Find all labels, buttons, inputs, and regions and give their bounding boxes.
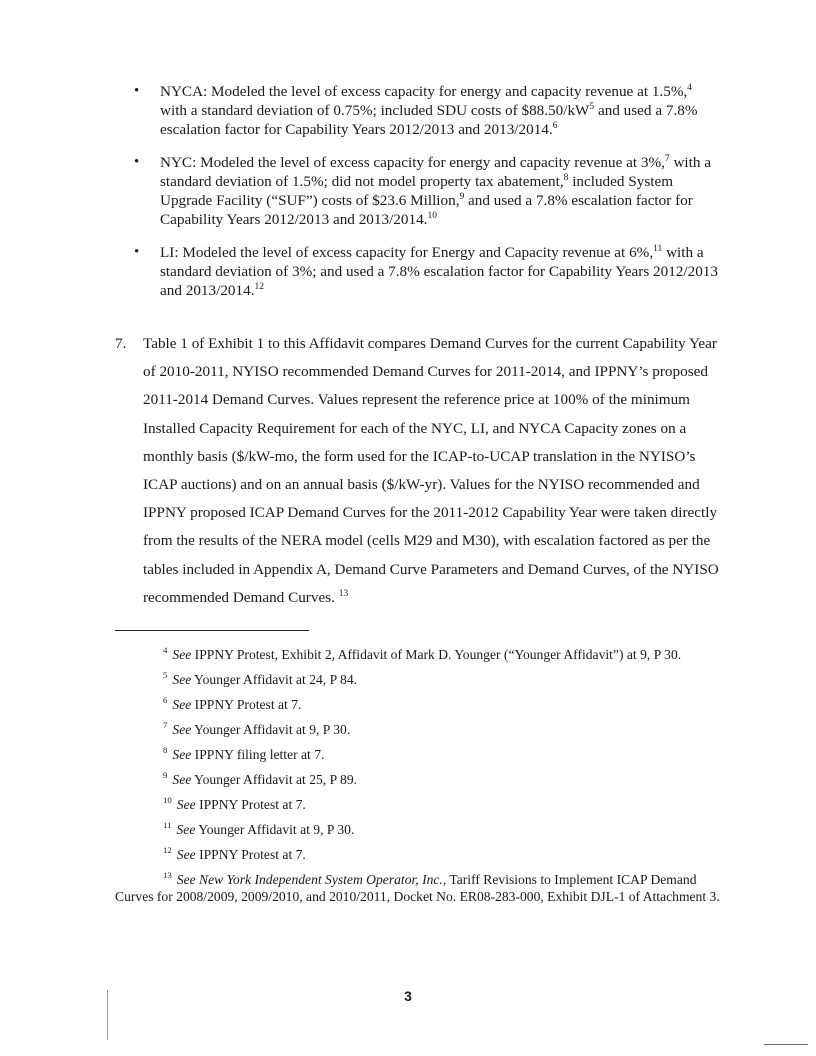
footnote-ref: 12 xyxy=(254,281,264,292)
see-signal: See xyxy=(176,847,196,862)
bullet-marker: • xyxy=(134,154,140,170)
bullet-item-nyca xyxy=(132,82,722,139)
bullet-text: included System Upgrade Facility (“SUF”) costs of $23.6 Million, xyxy=(160,173,674,209)
footnote-13 xyxy=(115,871,725,905)
footnote-number: 13 xyxy=(163,870,172,881)
footnote-text: Younger Affidavit at 9, P 30. xyxy=(191,722,351,737)
footnote-number: 6 xyxy=(163,695,168,706)
bullet-marker: • xyxy=(134,244,140,260)
paragraph-7 xyxy=(115,330,725,612)
footnote-ref: 10 xyxy=(427,210,437,221)
footnote-number: 9 xyxy=(163,770,168,781)
scan-margin-line xyxy=(107,990,108,1040)
footnote-12 xyxy=(115,846,725,863)
footnote-ref: 4 xyxy=(687,82,693,93)
paragraph-body xyxy=(115,330,725,612)
footnote-number: 8 xyxy=(163,745,168,756)
footnote-text: IPPNY Protest at 7. xyxy=(195,797,306,812)
paragraph-text: Table 1 of Exhibit 1 to this Affidavit compares Demand Curves for the current Capability Year of 2010-2011, NYISO recommended Demand Curves for 2011-2014, and IPPNY’s proposed 2011-2014 Demand Curves. Values represent the reference price at 100% of the minimum Installed Capacity Requirement for each of the NYC, LI, and NYCA Capacity zones on a monthly basis ($/kW-mo, the form used for the ICAP-to-UCAP translation in the NYISO’s ICAP auctions) and on an annual basis ($/kW-yr). Values for the NYISO recommended and IPPNY proposed ICAP Demand Curves for the 2011-2012 Capability Year were taken directly from the results of the NERA model (cells M29 and M30), with escalation factored as per the tables included in Appendix A, Demand Curve Parameters and Demand Curves, of the NYISO recommended Demand Curves. xyxy=(143,335,719,606)
page-number: 3 xyxy=(404,988,412,1004)
footnote-ref: 13 xyxy=(338,588,349,599)
footnote-number: 4 xyxy=(163,645,168,656)
see-signal: See xyxy=(172,672,192,687)
see-signal: See xyxy=(176,822,196,837)
footnote-10 xyxy=(115,796,725,813)
bullet-text: and used a 7.8% escalation factor for Capability Years 2012/2013 and 2013/2014. xyxy=(160,192,693,228)
footnote-number: 5 xyxy=(163,670,168,681)
bullet-text: with a standard deviation of 0.75%; included SDU costs of $88.50/kW xyxy=(160,102,590,119)
footnotes xyxy=(115,646,725,913)
footnote-6 xyxy=(115,696,725,713)
bullet-text: and used a 7.8% escalation factor for Capability Years 2012/2013 and 2013/2014. xyxy=(160,102,698,138)
see-signal: See xyxy=(172,647,192,662)
bullet-text: with a standard deviation of 3%; and used a 7.8% escalation factor for Capability Years 2012/2013 and 2013/2014. xyxy=(160,244,718,299)
bullet-text: NYC: Modeled the level of excess capacity for energy and capacity revenue at 3%, xyxy=(160,154,665,171)
scan-corner-line xyxy=(764,1044,808,1045)
see-signal: See xyxy=(172,747,192,762)
footnote-separator xyxy=(115,630,309,631)
footnote-ref: 9 xyxy=(459,191,465,202)
footnote-text: Younger Affidavit at 24, P 84. xyxy=(191,672,358,687)
see-signal: See xyxy=(172,722,192,737)
footnote-number: 11 xyxy=(163,820,172,831)
bullet-marker: • xyxy=(134,83,140,99)
bullet-list xyxy=(132,82,722,314)
footnote-9 xyxy=(115,771,725,788)
bullet-item-nyc xyxy=(132,153,722,229)
footnote-5 xyxy=(115,671,725,688)
bullet-item-li xyxy=(132,243,722,300)
footnote-number: 12 xyxy=(163,845,172,856)
see-signal: See New York Independent System Operator, Inc. xyxy=(176,872,443,887)
footnote-ref: 6 xyxy=(552,120,558,131)
footnote-number: 10 xyxy=(163,795,172,806)
footnote-ref: 11 xyxy=(653,243,663,254)
see-signal: See xyxy=(176,797,196,812)
see-signal: See xyxy=(172,772,192,787)
footnote-text: IPPNY Protest at 7. xyxy=(191,697,302,712)
footnote-text: , Tariff Revisions to Implement ICAP Demand Curves for 2008/2009, 2009/2010, and 2010/2011, Docket No. ER08-283-000, Exhibit DJL-1 of Attachment 3. xyxy=(115,872,720,904)
footnote-text: IPPNY Protest, Exhibit 2, Affidavit of Mark D. Younger (“Younger Affidavit”) at 9, P 30. xyxy=(191,647,682,662)
bullet-text: LI: Modeled the level of excess capacity for Energy and Capacity revenue at 6%, xyxy=(160,244,654,261)
footnote-number: 7 xyxy=(163,720,168,731)
footnote-text: Younger Affidavit at 9, P 30. xyxy=(195,822,355,837)
bullet-text: NYCA: Modeled the level of excess capacity for energy and capacity revenue at 1.5%, xyxy=(160,83,688,100)
footnote-ref: 8 xyxy=(563,172,569,183)
footnote-ref: 5 xyxy=(589,101,595,112)
see-signal: See xyxy=(172,697,192,712)
footnote-text: Younger Affidavit at 25, P 89. xyxy=(191,772,358,787)
footnote-8 xyxy=(115,746,725,763)
footnote-7 xyxy=(115,721,725,738)
footnote-11 xyxy=(115,821,725,838)
footnote-ref: 7 xyxy=(664,153,670,164)
footnote-text: IPPNY Protest at 7. xyxy=(195,847,306,862)
paragraph-number: 7. xyxy=(115,335,127,352)
footnote-text: IPPNY filing letter at 7. xyxy=(191,747,325,762)
footnote-4 xyxy=(115,646,725,663)
bullet-text: with a standard deviation of 1.5%; did not model property tax abatement, xyxy=(160,154,712,190)
